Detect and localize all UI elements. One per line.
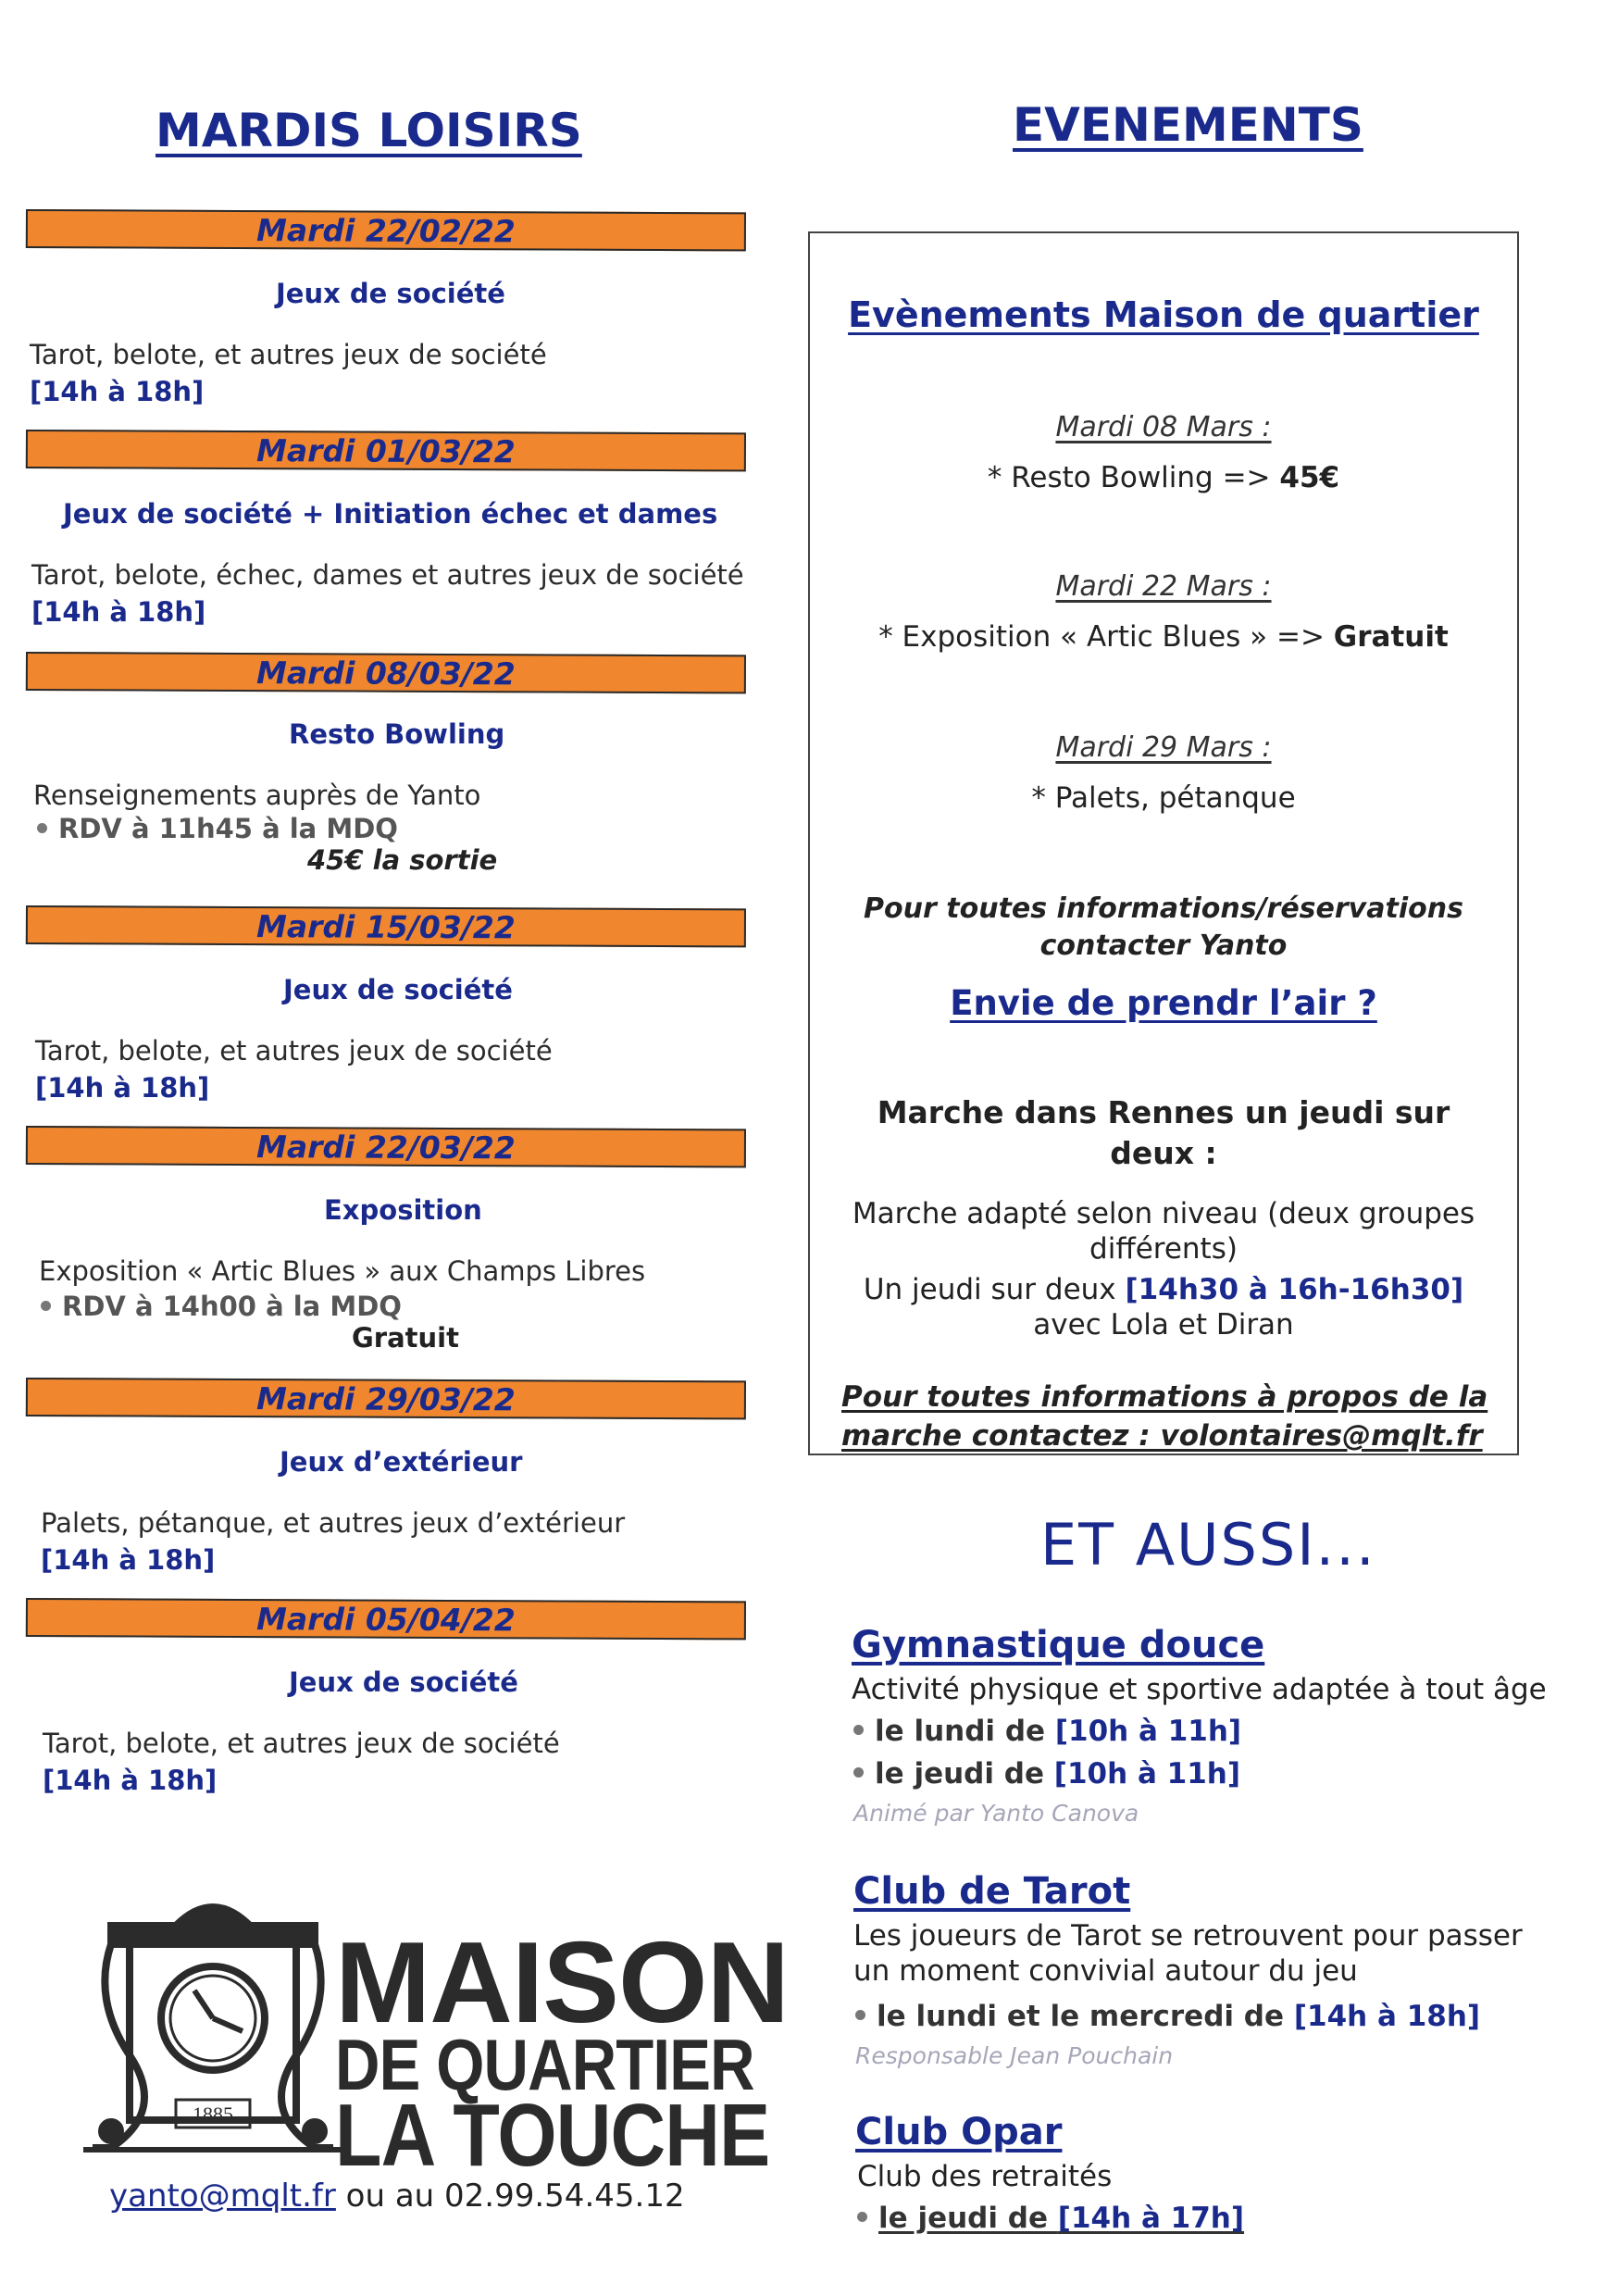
event-date: Mardi 29 Mars : [1055, 731, 1272, 764]
walk-when: Un jeudi sur deux [863, 1273, 1126, 1306]
club-note: Animé par Yanto Canova [853, 1800, 1139, 1827]
rdv-line [37, 813, 398, 844]
club-schedule [855, 2000, 1480, 2033]
rdv-line [41, 1291, 402, 1322]
club-description-line: Les joueurs de Tarot se retrouvent pour passer [853, 1919, 1523, 1953]
schedule-text: le lundi de [875, 1715, 1055, 1748]
day-activity: Jeux de société [289, 1666, 518, 1698]
rdv-text: RDV à 11h45 à la MDQ [58, 813, 398, 844]
left-title: MARDIS LOISIRS [156, 104, 582, 157]
day-bar [26, 209, 746, 251]
day-description: Exposition « Artic Blues » aux Champs Libres [39, 1255, 646, 1287]
event-item [810, 781, 1517, 815]
walk-description [810, 1196, 1517, 1342]
club-description [853, 1918, 1523, 1989]
event-item-text: * Palets, pétanque [1031, 781, 1296, 815]
club-title: Club Opar [855, 2111, 1063, 2153]
day-hours: [14h à 18h] [31, 596, 206, 628]
bullet-icon [41, 1301, 51, 1311]
reservation-info [810, 891, 1517, 965]
walk-contact-line: marche contactez : volontaires@mqlt.fr [841, 1419, 1483, 1453]
walk-hours: [14h30 à 16h-16h30] [1125, 1273, 1464, 1306]
logo-year: 1885 [193, 2103, 233, 2126]
day-bar [26, 652, 746, 693]
walk-desc-line: Marche adapté selon niveau (deux groupes [852, 1197, 1475, 1230]
day-description: Tarot, belote, et autres jeux de société [30, 339, 547, 370]
walk-desc-line: différents) [1089, 1232, 1238, 1266]
club-schedule [853, 1715, 1241, 1748]
day-hours: [14h à 18h] [30, 376, 205, 407]
reservation-info-line: contacter Yanto [1039, 930, 1288, 962]
day-activity: Jeux de société + Initiation échec et dames [63, 498, 718, 530]
bullet-icon [853, 1725, 864, 1735]
contact-line [109, 2177, 685, 2215]
schedule-text: le jeudi de [878, 2202, 1058, 2235]
day-price: 45€ la sortie [307, 844, 498, 876]
club-title: Gymnastique douce [852, 1624, 1265, 1666]
schedule-hours: [14h à 18h] [1293, 2000, 1481, 2033]
walk-title-line: deux : [1110, 1135, 1217, 1171]
day-description: Tarot, belote, et autres jeux de société [43, 1728, 560, 1759]
day-price: Gratuit [352, 1322, 459, 1354]
logo-line-2: DE QUARTIER [335, 2024, 754, 2105]
day-hours: [14h à 18h] [35, 1072, 210, 1104]
schedule-text: le jeudi de [875, 1757, 1054, 1791]
day-hours: [14h à 18h] [43, 1765, 218, 1796]
day-date: Mardi 05/04/22 [255, 1601, 516, 1639]
day-date: Mardi 15/03/22 [255, 908, 516, 946]
bullet-icon [853, 1767, 864, 1778]
events-box [808, 231, 1519, 1455]
logo-line-3: LA TOUCHE [335, 2086, 770, 2185]
club-description: Club des retraités [857, 2160, 1113, 2193]
day-date: Mardi 08/03/22 [255, 655, 516, 693]
event-price: Gratuit [1333, 620, 1449, 654]
event-date: Mardi 22 Mars : [1055, 570, 1272, 603]
day-bar [26, 1598, 746, 1640]
walk-heading: Envie de prendr l’air ? [950, 983, 1377, 1023]
contact-email-link[interactable]: yanto@mqlt.fr [109, 2177, 336, 2215]
clock-tower-logo [74, 1889, 352, 2166]
day-activity: Resto Bowling [289, 718, 505, 750]
event-item [810, 461, 1517, 494]
day-bar [26, 1378, 746, 1419]
logo-line-1: MAISON [335, 1919, 789, 2047]
club-title: Club de Tarot [853, 1870, 1131, 1913]
day-activity: Jeux d’extérieur [280, 1446, 523, 1478]
day-date: Mardi 22/03/22 [255, 1129, 516, 1167]
day-description: Tarot, belote, échec, dames et autres jeux de société [31, 559, 744, 591]
club-schedule [853, 1757, 1240, 1791]
club-schedule [857, 2202, 1244, 2235]
rdv-text: RDV à 14h00 à la MDQ [62, 1291, 402, 1322]
club-description: Activité physique et sportive adaptée à tout âge [852, 1673, 1547, 1706]
bullet-icon [37, 823, 47, 833]
right-title: EVENEMENTS [1013, 98, 1363, 152]
events-heading: Evènements Maison de quartier [848, 294, 1479, 335]
club-note: Responsable Jean Pouchain [855, 2042, 1174, 2069]
walk-contact [841, 1378, 1508, 1455]
walk-with: avec Lola et Diran [1033, 1308, 1294, 1341]
schedule-hours: [10h à 11h] [1054, 1715, 1242, 1748]
day-hours: [14h à 18h] [41, 1544, 216, 1576]
day-activity: Jeux de société [283, 974, 513, 1005]
day-date: Mardi 22/02/22 [255, 212, 516, 250]
et-aussi-heading: ET AUSSI... [1040, 1511, 1376, 1578]
day-date: Mardi 29/03/22 [255, 1380, 516, 1418]
day-activity: Exposition [324, 1194, 482, 1226]
day-description: Tarot, belote, et autres jeux de société [35, 1035, 553, 1067]
event-item-text: * Exposition « Artic Blues » => [878, 620, 1334, 654]
day-bar [26, 905, 746, 947]
day-activity: Jeux de société [276, 278, 505, 309]
club-description-line: un moment convivial autour du jeu [853, 1954, 1358, 1988]
walk-contact-line: Pour toutes informations à propos de la [841, 1380, 1488, 1414]
bullet-icon [857, 2212, 867, 2222]
schedule-text: le lundi et le mercredi de [877, 2000, 1294, 2033]
walk-title [810, 1092, 1517, 1174]
event-date: Mardi 08 Mars : [1055, 411, 1272, 443]
event-item [810, 620, 1517, 654]
walk-title-line: Marche dans Rennes un jeudi sur [877, 1094, 1450, 1130]
day-description: Renseignements auprès de Yanto [33, 780, 481, 811]
schedule-hours: [10h à 11h] [1053, 1757, 1241, 1791]
contact-phone: ou au 02.99.54.45.12 [335, 2177, 685, 2215]
day-bar [26, 430, 746, 471]
day-date: Mardi 01/03/22 [255, 432, 516, 470]
schedule-hours: [14h à 17h] [1057, 2202, 1245, 2235]
day-bar [26, 1126, 746, 1167]
event-price: 45€ [1279, 461, 1340, 494]
day-description: Palets, pétanque, et autres jeux d’extérieur [41, 1507, 626, 1539]
reservation-info-line: Pour toutes informations/réservations [864, 892, 1463, 925]
event-item-text: * Resto Bowling => [987, 461, 1280, 494]
walk-schedule [810, 1272, 1517, 1307]
bullet-icon [855, 2010, 865, 2020]
